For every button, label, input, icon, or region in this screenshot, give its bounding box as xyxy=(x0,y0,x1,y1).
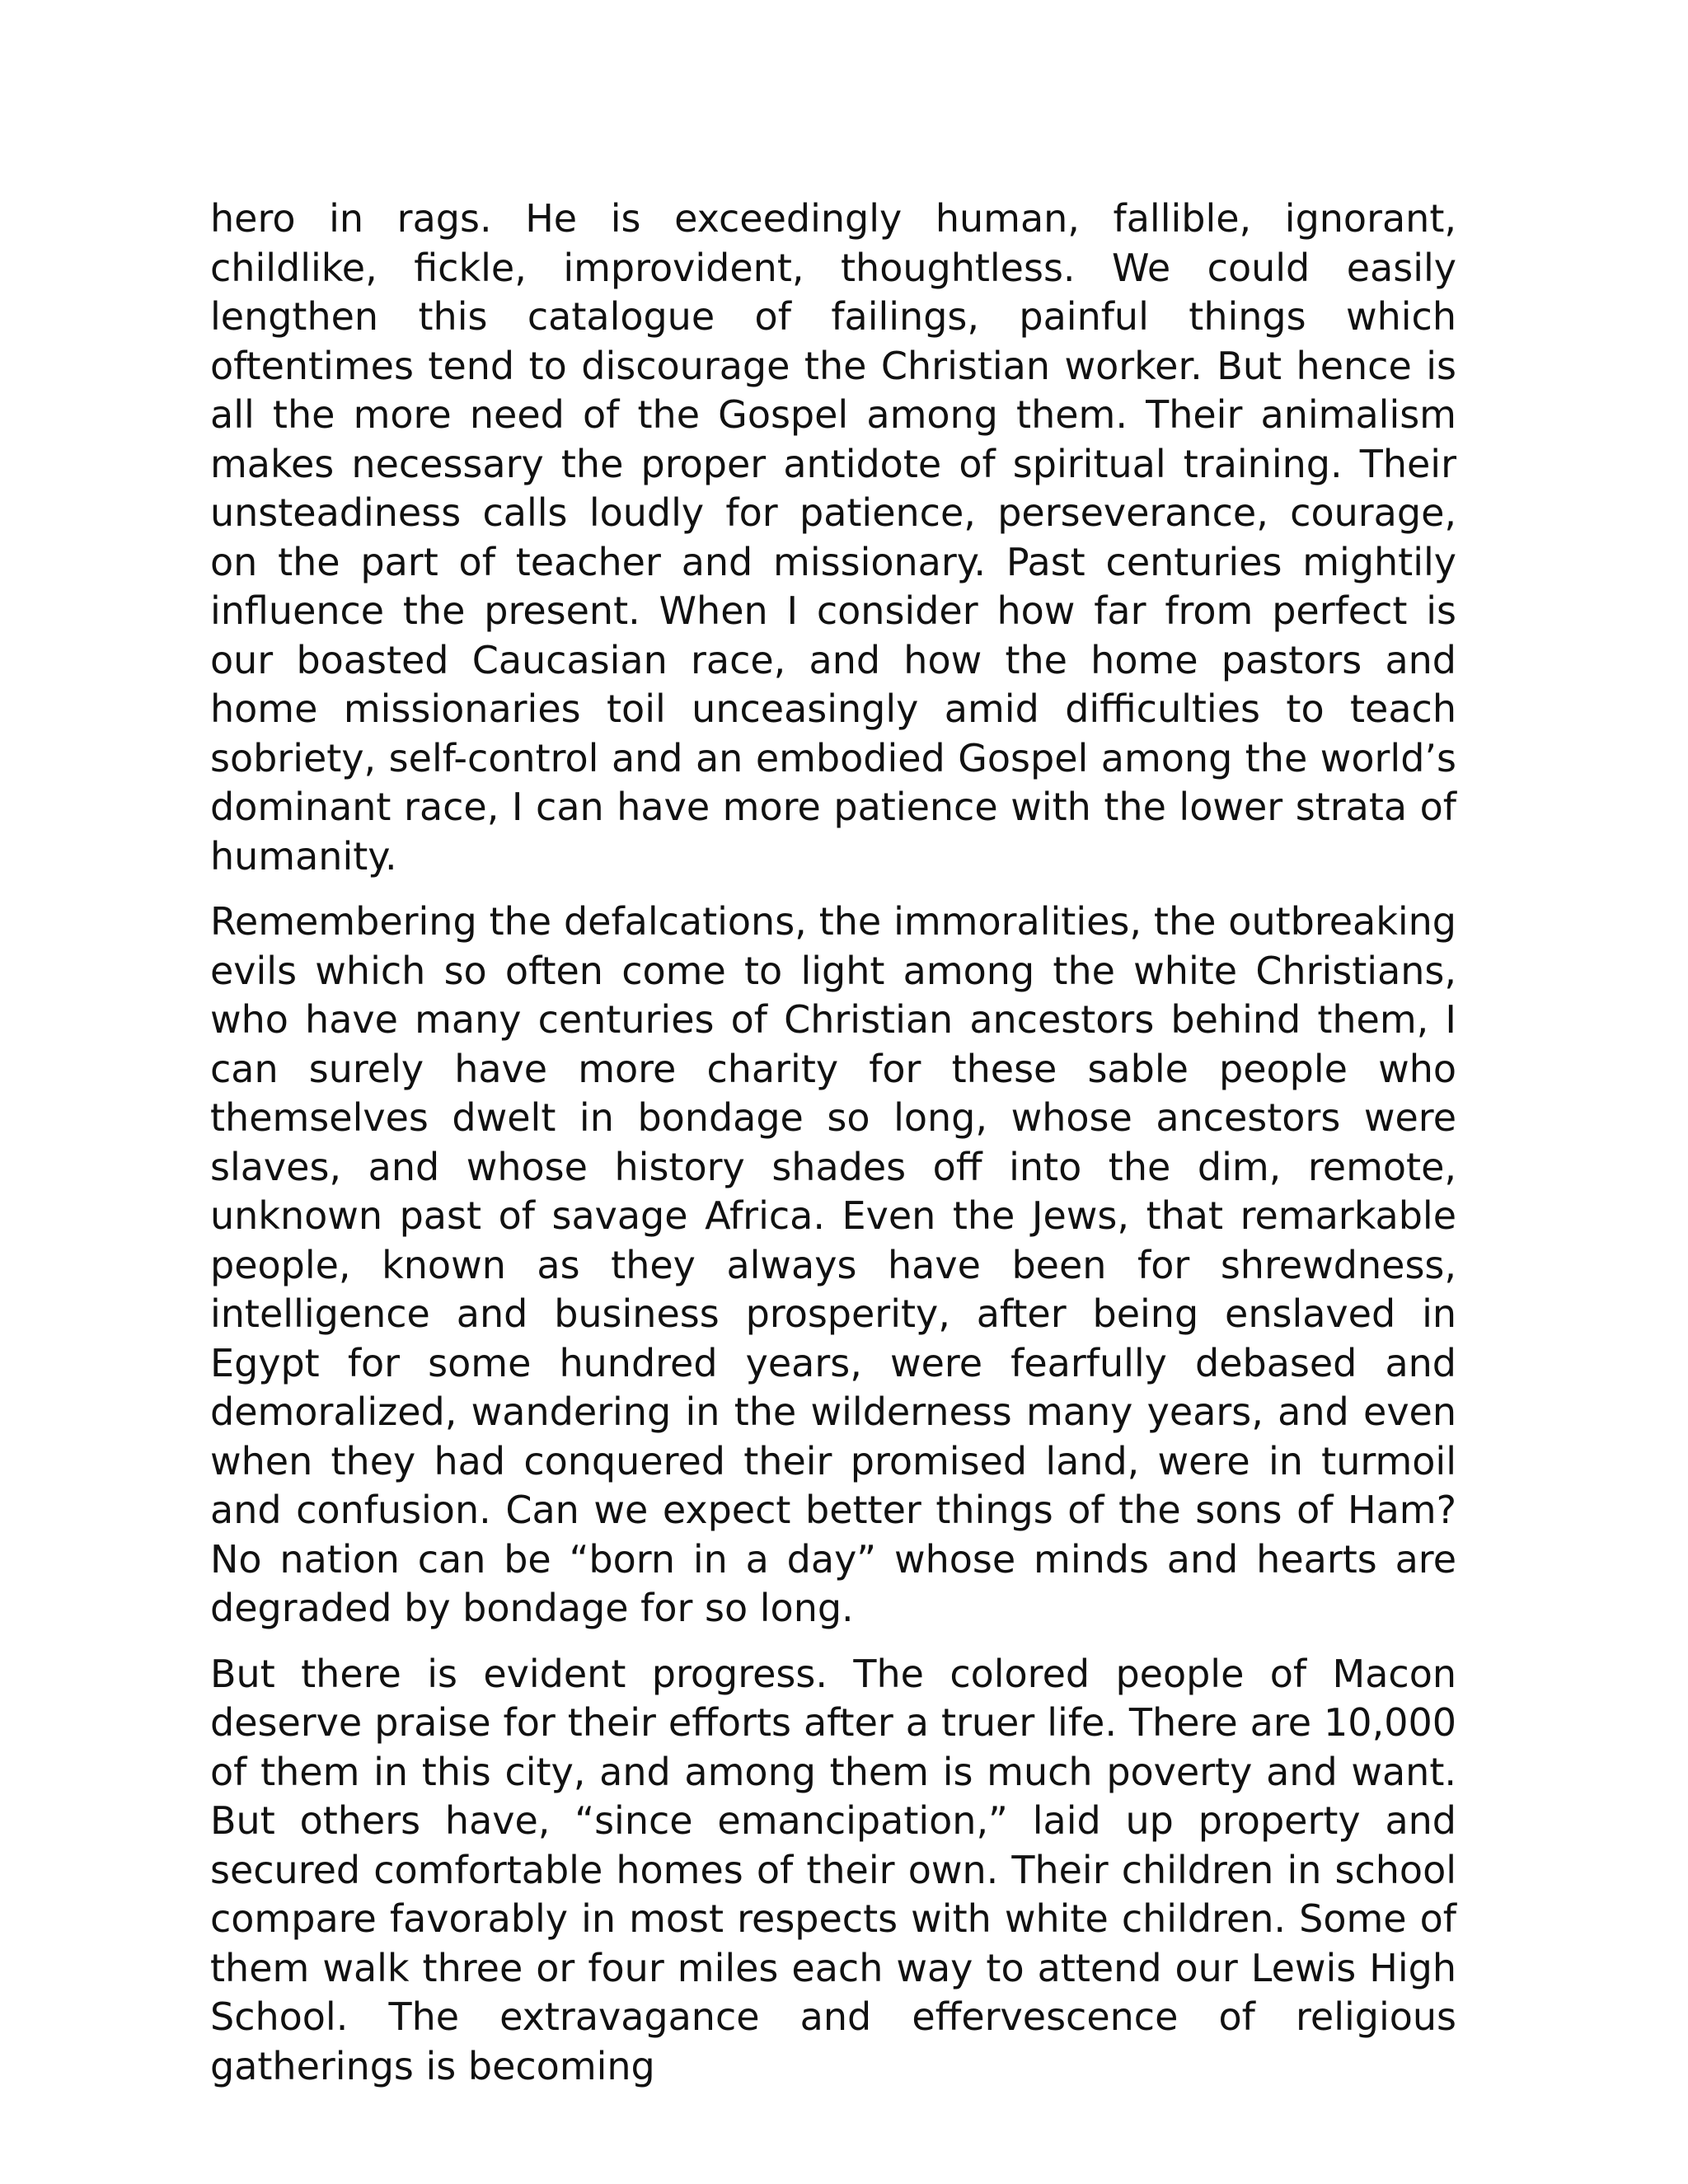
paragraph-2: Remembering the defalcations, the immoralities, the outbreaking evils which so often come to light among the white Christians, who have many centuries of Christian ancestors behind them, I can surely have more charity for these sable people who themselves dwelt in bondage so long, whose ancestors were slaves, and whose history shades off into the dim, remote, unknown past of savage Africa. Even the Jews, that remarkable people, known as they always have been for shrewdness, intelligence and business prosperity, after being enslaved in Egypt for some hundred years, were fearfully debased and demoralized, wandering in the wilderness many years, and even when they had conquered their promised land, were in turmoil and confusion. Can we expect better things of the sons of Ham? No nation can be “born in a day” whose minds and hearts are degraded by bondage for so long. xyxy=(210,899,1456,1630)
paragraph-3: But there is evident progress. The colored people of Macon deserve praise for their efforts after a truer life. There are 10,000 of them in this city, and among them is much poverty and want. But others have, “since emancipation,” laid up property and secured comfortable homes of their own. Their children in school compare favorably in most respects with white children. Some of them walk three or four miles each way to attend our Lewis High School. The extravagance and effervescence of religious gatherings is becoming xyxy=(210,1651,1456,2088)
paragraph-1: hero in rags. He is exceedingly human, fallible, ignorant, childlike, fickle, improvident, thoughtless. We could easily lengthen this catalogue of failings, painful things which oftentimes tend to discourage the Christian worker. But hence is all the more need of the Gospel among them. Their animalism makes necessary the proper antidote of spiritual training. Their unsteadiness calls loudly for patience, perseverance, courage, on the part of teacher and missionary. Past centuries mightily influence the present. When I consider how far from perfect is our boasted Caucasian race, and how the home pastors and home missionaries toil unceasingly amid difficulties to teach sobriety, self-control and an embodied Gospel among the world’s dominant race, I can have more patience with the lower strata of humanity. xyxy=(210,196,1456,879)
body-text xyxy=(210,194,1456,2091)
